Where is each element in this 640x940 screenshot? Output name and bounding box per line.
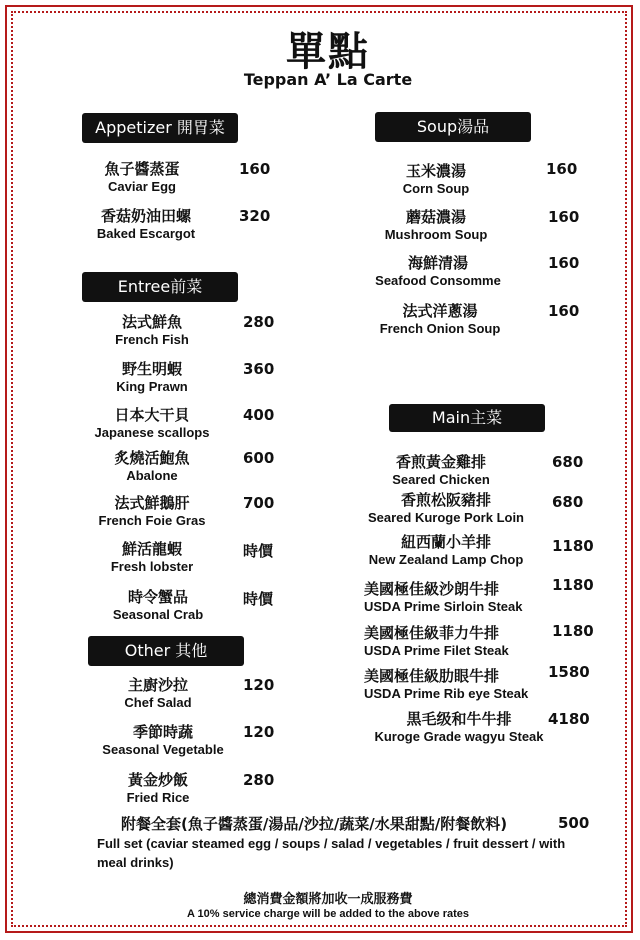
item-name-en: Fresh lobster xyxy=(110,559,194,574)
item-name-en: Seared Chicken xyxy=(392,472,490,487)
item-price: 400 xyxy=(243,406,275,424)
item-price: 700 xyxy=(243,494,275,512)
menu-item xyxy=(364,710,554,745)
item-name-en: Seafood Consomme xyxy=(375,273,501,288)
item-price: 1180 xyxy=(552,537,594,555)
item-price: 1180 xyxy=(552,576,594,594)
menu-item xyxy=(366,162,506,197)
item-name-en: King Prawn xyxy=(116,379,188,394)
menu-item xyxy=(88,588,228,623)
item-name-zh: 季節時蔬 xyxy=(132,723,193,741)
item-price: 160 xyxy=(548,208,580,226)
item-price: 160 xyxy=(239,160,271,178)
menu-item xyxy=(364,667,544,702)
service-charge-note-en: A 10% service charge will be added to the above rates xyxy=(186,908,470,920)
section-other-header: Other 其他 xyxy=(88,636,244,666)
item-name-zh: 野生明蝦 xyxy=(121,360,182,378)
menu-item xyxy=(82,449,222,484)
item-name-en: Mushroom Soup xyxy=(384,227,488,242)
item-name-en: Abalone xyxy=(126,468,178,483)
item-name-zh: 香煎松阪豬排 xyxy=(400,491,491,509)
item-name-en: Seasonal Crab xyxy=(112,607,204,622)
item-name-en: French Foie Gras xyxy=(98,513,206,528)
menu-item xyxy=(82,494,222,529)
menu-item xyxy=(362,254,514,289)
item-price: 1180 xyxy=(552,622,594,640)
item-name-zh: 時令蟹品 xyxy=(127,588,188,606)
item-name-zh: 法式洋蔥湯 xyxy=(402,302,478,320)
fullset-price: 500 xyxy=(558,814,590,832)
item-price: 600 xyxy=(243,449,275,467)
item-name-en: New Zealand Lamp Chop xyxy=(368,552,524,567)
item-name-zh: 香菇奶油田螺 xyxy=(100,207,191,225)
item-price: 時價 xyxy=(243,542,274,560)
fullset-name-zh: 附餐全套(魚子醬蒸蛋/湯品/沙拉/蔬菜/水果甜點/附餐飲料) xyxy=(121,815,508,833)
menu-item xyxy=(88,771,228,806)
item-name-zh: 魚子醬蒸蛋 xyxy=(104,160,180,178)
menu-item xyxy=(364,624,544,659)
item-price: 4180 xyxy=(548,710,590,728)
menu-item xyxy=(88,723,238,758)
item-name-zh: 法式鮮鵝肝 xyxy=(114,494,190,512)
menu-item xyxy=(82,360,222,395)
item-price: 320 xyxy=(239,207,271,225)
item-name-en: Kuroge Grade wagyu Steak xyxy=(374,729,544,744)
menu-item xyxy=(356,491,536,526)
item-price: 280 xyxy=(243,771,275,789)
item-name-en: USDA Prime Filet Steak xyxy=(364,643,509,658)
menu-item xyxy=(82,540,222,575)
item-name-zh: 鮮活龍蝦 xyxy=(121,540,182,558)
item-name-zh: 美國極佳級菲力牛排 xyxy=(364,624,500,642)
item-price: 280 xyxy=(243,313,275,331)
menu-title: 單點 xyxy=(286,29,370,75)
menu-item xyxy=(82,313,222,348)
item-name-en: French Fish xyxy=(115,332,189,347)
menu-item xyxy=(82,406,222,441)
menu-item xyxy=(366,453,516,488)
item-name-zh: 黃金炒飯 xyxy=(127,771,188,789)
item-price: 680 xyxy=(552,453,584,471)
item-price: 120 xyxy=(243,676,275,694)
item-name-zh: 香煎黃金雞排 xyxy=(395,453,486,471)
item-name-zh: 美國極佳級肋眼牛排 xyxy=(364,667,500,685)
item-name-en: USDA Prime Rib eye Steak xyxy=(364,686,529,701)
item-name-en: Caviar Egg xyxy=(108,179,176,194)
item-name-zh: 法式鮮魚 xyxy=(121,313,182,331)
item-name-en: Fried Rice xyxy=(126,790,190,805)
item-name-en: French Onion Soup xyxy=(379,321,501,336)
item-name-en: USDA Prime Sirloin Steak xyxy=(364,599,523,614)
item-name-en: Baked Escargot xyxy=(96,226,196,241)
item-name-zh: 主廚沙拉 xyxy=(127,676,188,694)
item-price: 160 xyxy=(548,302,580,320)
section-appetizer-header: Appetizer 開胃菜 xyxy=(82,113,238,143)
section-soup-header: Soup湯品 xyxy=(375,112,531,142)
item-name-en: Corn Soup xyxy=(402,181,470,196)
item-price: 時價 xyxy=(243,590,274,608)
item-name-en: Seasonal Vegetable xyxy=(102,742,224,757)
item-price: 1580 xyxy=(548,663,590,681)
item-name-en: Japanese scallops xyxy=(94,425,210,440)
fullset-item xyxy=(97,814,597,872)
item-price: 680 xyxy=(552,493,584,511)
menu-item xyxy=(366,302,514,337)
item-price: 360 xyxy=(243,360,275,378)
menu-item xyxy=(364,580,544,615)
menu-item xyxy=(366,208,506,243)
item-name-en: Chef Salad xyxy=(124,695,192,710)
item-name-zh: 玉米濃湯 xyxy=(405,162,466,180)
service-charge-note-zh: 總消費金額將加收一成服務費 xyxy=(243,892,413,907)
menu-item xyxy=(88,676,228,711)
item-price: 120 xyxy=(243,723,275,741)
fullset-name-en: Full set (caviar steamed egg / soups / salad / vegetables / fruit dessert / with meal drinks) xyxy=(97,836,566,870)
menu-item xyxy=(72,160,212,195)
item-name-zh: 蘑菇濃湯 xyxy=(405,208,466,226)
section-main-header: Main主菜 xyxy=(389,404,545,432)
menu-subtitle: Teppan A’ La Carte xyxy=(243,70,413,89)
item-price: 160 xyxy=(546,160,578,178)
item-name-zh: 日本大干貝 xyxy=(114,406,190,424)
item-name-zh: 海鮮清湯 xyxy=(407,254,468,272)
item-name-en: Seared Kuroge Pork Loin xyxy=(367,510,525,525)
menu-item xyxy=(356,533,536,568)
item-name-zh: 紐西蘭小羊排 xyxy=(400,533,491,551)
item-name-zh: 炙燒活鮑魚 xyxy=(114,449,190,467)
item-name-zh: 美國極佳級沙朗牛排 xyxy=(364,580,500,598)
section-entree-header: Entree前菜 xyxy=(82,272,238,302)
menu-item xyxy=(72,207,220,242)
item-price: 160 xyxy=(548,254,580,272)
item-name-zh: 黒毛级和牛牛排 xyxy=(406,710,512,728)
